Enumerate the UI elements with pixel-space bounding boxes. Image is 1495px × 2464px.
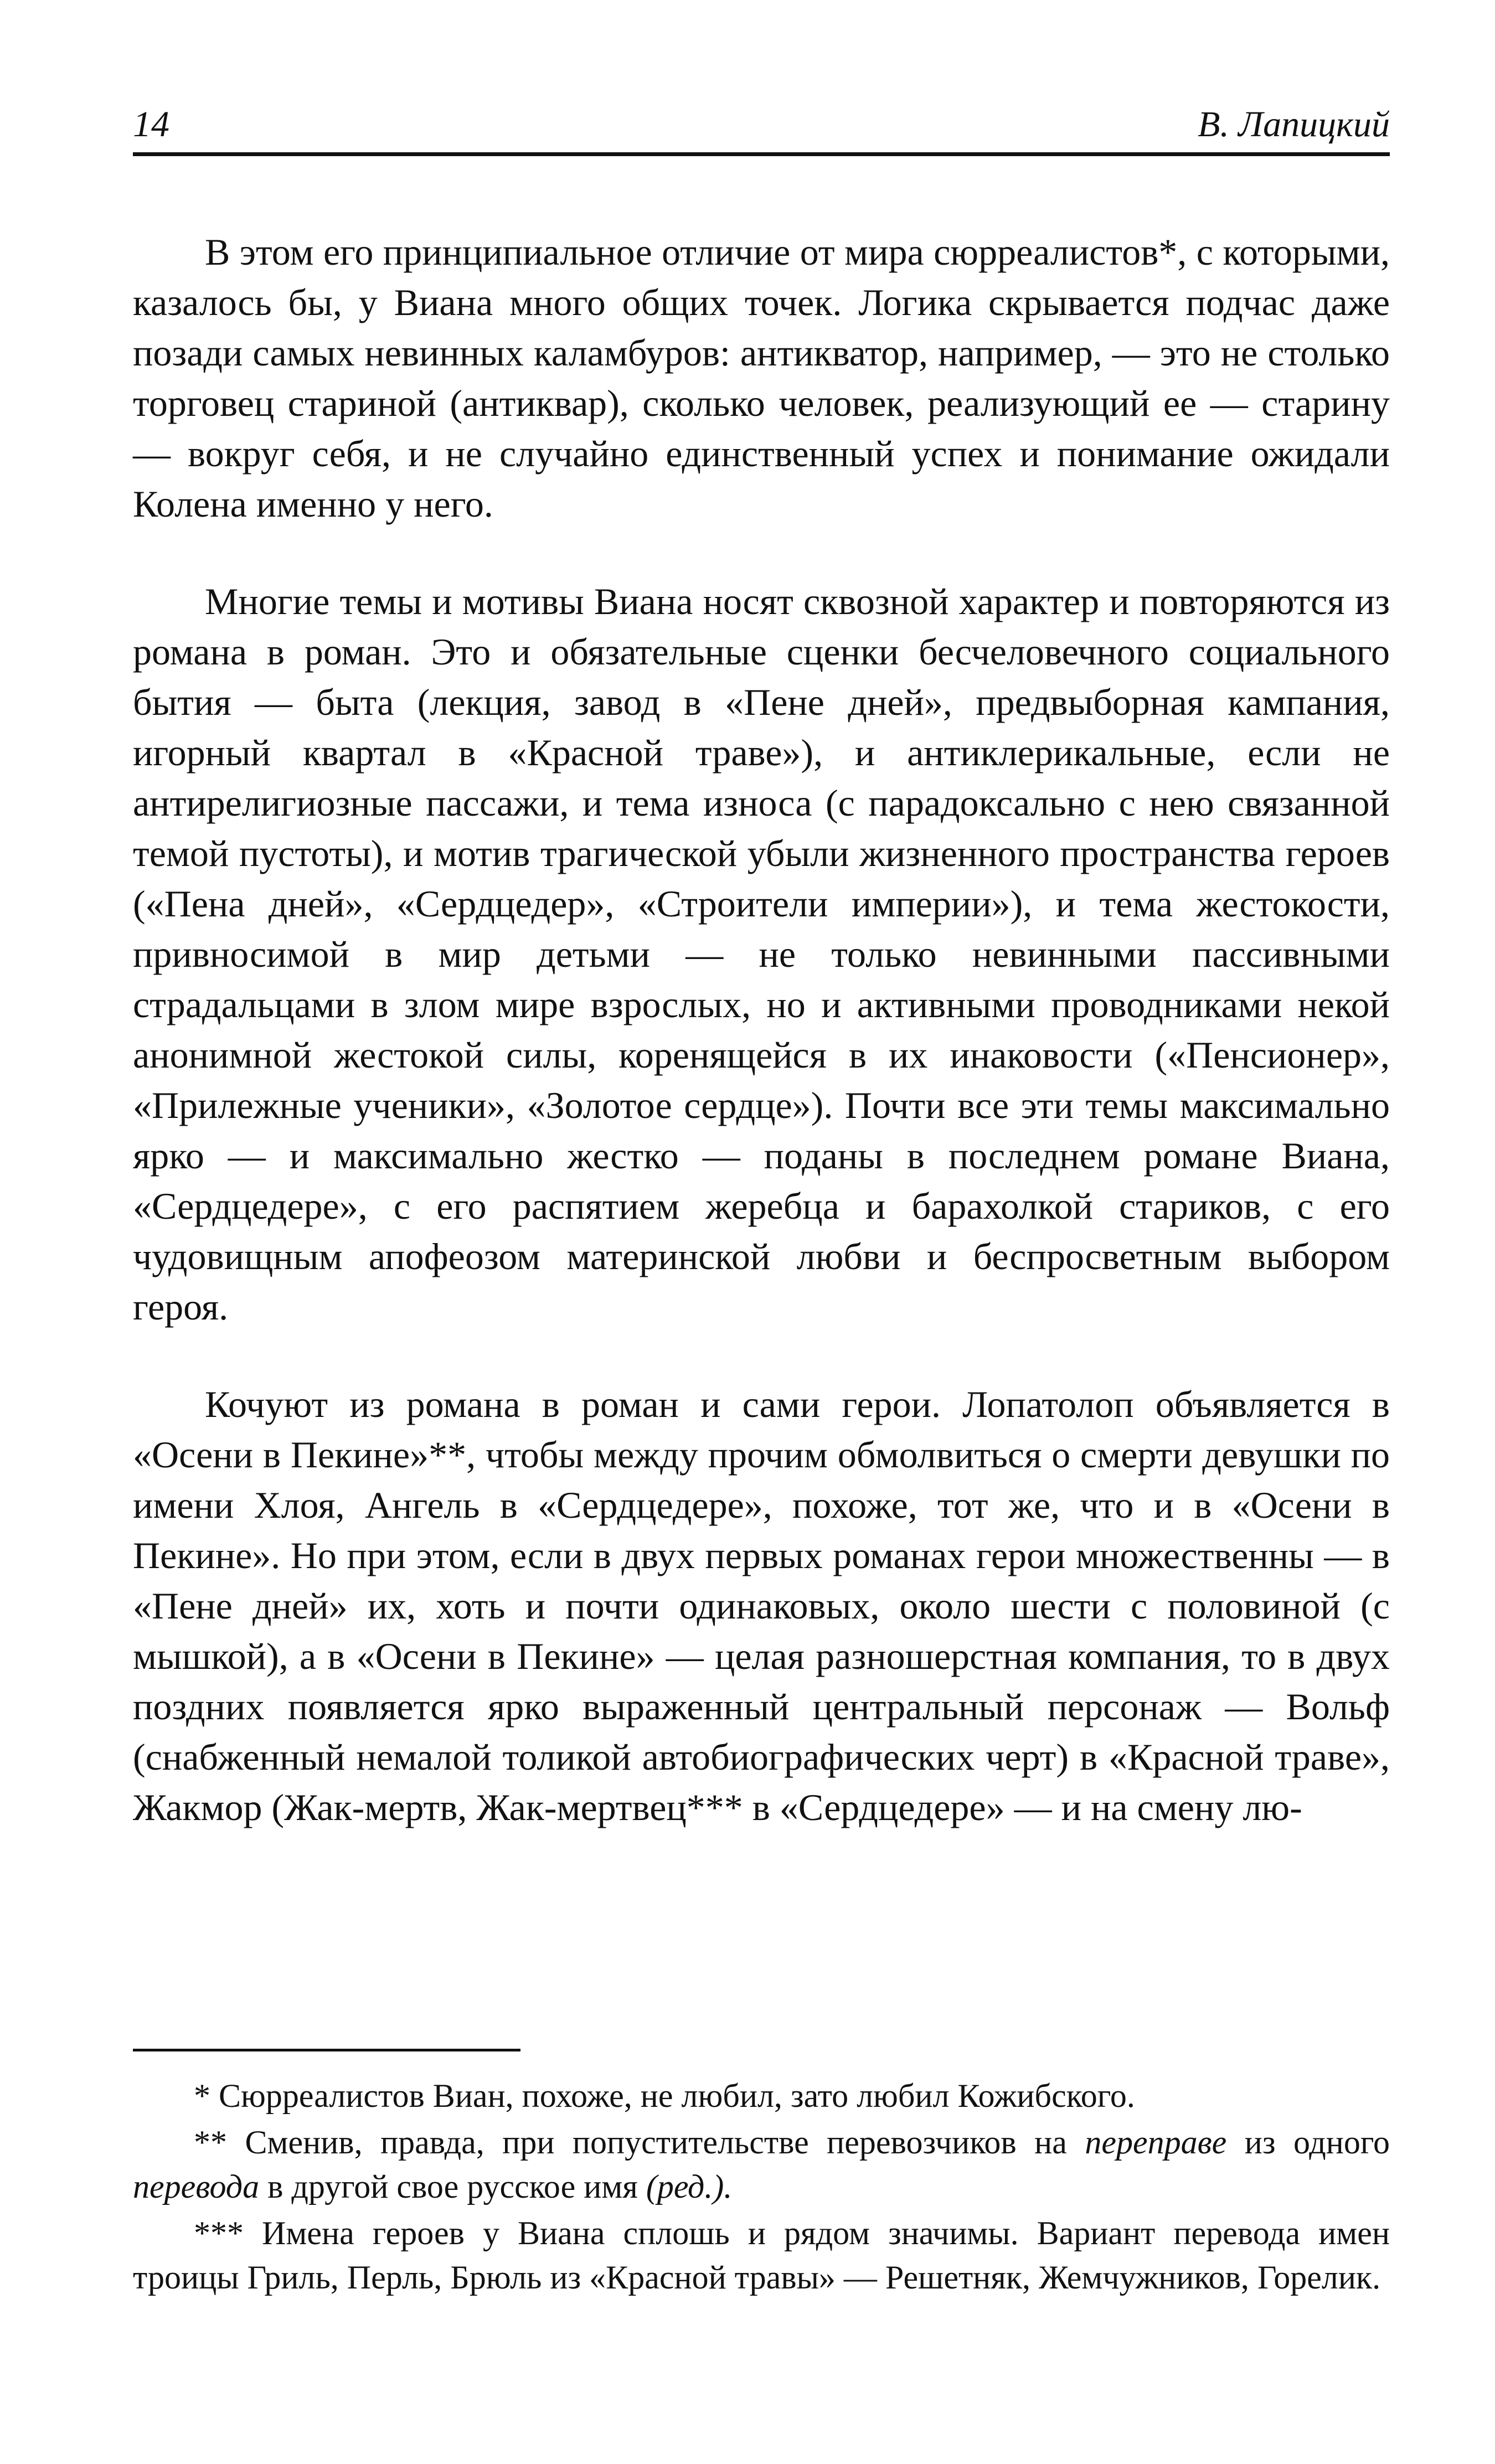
paragraph-3: Кочуют из романа в роман и сами герои. Лопатолоп объявляется в «Осени в Пекине»**, чтобы между прочим обмолвиться о смерти девушки по имени Хлоя, Ангель в «Сердцедере», похоже, тот же, что и в «Осени в Пекине». Но при этом, если в двух первых романах герои множественны — в «Пене дней» их, хоть и почти одинаковых, около шести с половиной (с мышкой), а в «Осени в Пекине» — целая разношерстная компания, то в двух поздних появляется ярко выраженный центральный персонаж — Вольф (снабженный немалой толикой автобиографических черт) в «Красной траве», Жакмор (Жак-мертв, Жак-мертвец*** в «Сердцедере» — и на смену лю-: [133, 1383, 1390, 1828]
paragraph-1: В этом его принципиальное отличие от мира сюрреалистов*, с которыми, казалось бы, у Виана много общих точек. Логика скрывается подчас даже позади самых невинных каламбуров: антикватор, например, — это не столько торговец стариной (антиквар), сколько человек, реализующий ее — старину — вокруг себя, и не случайно единственный успех и понимание ожидали Колена именно у него.: [133, 231, 1390, 525]
footnote-1: * Сюрреалистов Виан, похоже, не любил, зато любил Кожибского.: [194, 2078, 1135, 2114]
page-number: 14: [133, 104, 169, 145]
header-rule: [133, 152, 1390, 156]
footnote-2-italic-2: перевода: [133, 2168, 260, 2205]
footnote-3: *** Имена героев у Виана сплошь и рядом значимы. Вариант перевода имен троицы Гриль, Перль, Брюль из «Красной травы» — Решетняк, Жемчужников, Горелик.: [133, 2215, 1390, 2296]
footnote-2-italic-3: (ред.).: [646, 2168, 733, 2205]
running-head: В. Лапицкий: [1198, 104, 1390, 145]
footnote-2-text-2: из одного: [1226, 2124, 1390, 2161]
footnotes: [133, 2074, 1390, 2302]
page-header: [133, 97, 1390, 152]
footnote-rule: [133, 2049, 520, 2051]
paragraph-2: Многие темы и мотивы Виана носят сквозной характер и повторяются из романа в роман. Это и обязательные сценки бесчеловечного социального бытия — быта (лекция, завод в «Пене дней», предвыборная кампания, игорный квартал в «Красной траве»), и антиклерикальные, если не антирелигиозные пассажи, и тема износа (с парадоксально с нею связанной темой пустоты), и мотив трагической убыли жизненного пространства героев («Пена дней», «Сердцедер», «Строители империи»), и тема жестокости, привносимой в мир детьми — не только невинными пассивными страдальцами в злом мире взрослых, но и активными проводниками некой анонимной жестокой силы, коренящейся в их инаковости («Пенсионер», «Прилежные ученики», «Золотое сердце»). Почти все эти темы максимально ярко — и максимально жестко — поданы в последнем романе Виана, «Сердцедере», с его распятием жеребца и барахолкой стариков, с его чудовищным апофеозом материнской любви и беспросветным выбором героя.: [133, 580, 1390, 1328]
footnote-2-italic-1: переправе: [1085, 2124, 1227, 2161]
footnote-2-text: ** Сменив, правда, при попустительстве перевозчиков на: [194, 2124, 1085, 2161]
body-text: [133, 227, 1390, 1833]
footnote-2: [133, 2120, 1390, 2209]
footnote-2-text-3: в другой свое русское имя: [259, 2168, 646, 2205]
